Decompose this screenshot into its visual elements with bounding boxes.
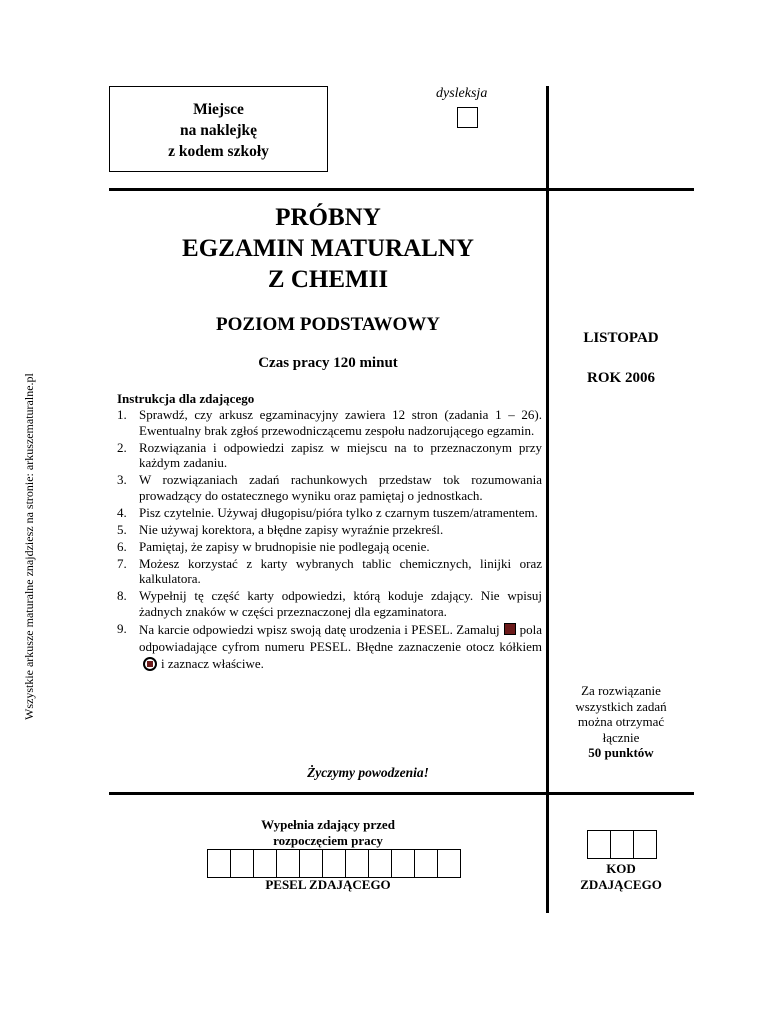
instruction-text: [139, 621, 542, 672]
instruction-text: Rozwiązania i odpowiedzi zapisz w miejscu na to przeznaczonym przy każdym zadaniu.: [139, 439, 542, 470]
instruction-number: 7.: [117, 555, 127, 571]
instruction-number: 4.: [117, 504, 127, 520]
exam-title-line-1: PRÓBNY: [275, 204, 381, 231]
pesel-digit-box[interactable]: [299, 849, 323, 878]
instruction-item: [117, 539, 542, 555]
circled-square-icon: [143, 657, 157, 671]
code-digit-box[interactable]: [610, 830, 634, 859]
pesel-digit-box[interactable]: [368, 849, 392, 878]
top-horizontal-rule: [109, 188, 694, 191]
candidate-code-label: [550, 861, 692, 893]
instruction-text-part-b: pola odpowiadające cyfrom numeru PESEL. Błędne zaznaczenie otocz kółkiem: [139, 621, 542, 654]
exam-duration: Czas pracy 120 minut: [258, 355, 398, 371]
sticker-line-1: Miejsce: [193, 101, 244, 118]
instruction-number: 3.: [117, 472, 127, 487]
instruction-number: 5.: [117, 521, 127, 537]
exam-title-line-2: EGZAMIN MATURALNY: [182, 235, 474, 262]
pesel-digit-box[interactable]: [230, 849, 254, 878]
pesel-digit-box[interactable]: [414, 849, 438, 878]
sticker-line-3: z kodem szkoły: [168, 143, 269, 160]
instruction-text: Sprawdź, czy arkusz egzaminacyjny zawiera 12 stron (zadania 1 – 26). Ewentualny brak zgłoś przewodniczącemu zespołu nadzorującego egzamin.: [139, 407, 542, 438]
dyslexia-checkbox[interactable]: [457, 107, 478, 128]
bottom-horizontal-rule: [109, 792, 694, 795]
points-note-line-3: można otrzymać: [577, 714, 665, 729]
pesel-caption-line-1: Wypełnia zdający przed: [261, 817, 395, 832]
exam-month: LISTOPAD: [583, 330, 659, 346]
pesel-digit-box[interactable]: [391, 849, 415, 878]
instruction-item: [117, 440, 542, 471]
candidate-code-boxes[interactable]: [588, 830, 657, 859]
code-label-line-1: KOD: [606, 861, 636, 876]
instruction-number: 1.: [117, 407, 127, 422]
points-total: 50 punktów: [588, 745, 654, 760]
instruction-number: 9.: [117, 620, 127, 636]
points-note: [550, 683, 692, 761]
instructions-heading: Instrukcja dla zdającego: [117, 391, 255, 406]
code-label-line-2: ZDAJĄCEGO: [580, 877, 662, 892]
instruction-number: 8.: [117, 588, 127, 603]
exam-year: ROK 2006: [587, 370, 655, 386]
instruction-text: Możesz korzystać z karty wybranych tablic chemicznych, linijki oraz kalkulatora.: [139, 555, 542, 586]
pesel-label: PESEL ZDAJĄCEGO: [265, 877, 391, 892]
instruction-item: [117, 407, 542, 438]
instruction-text: Pamiętaj, że zapisy w brudnopisie nie podlegają ocenie.: [139, 538, 430, 554]
instruction-text-part-c: i zaznacz właściwe.: [161, 655, 264, 671]
instruction-text: Nie używaj korektora, a błędne zapisy wyraźnie przekreśl.: [139, 521, 444, 537]
instruction-number: 6.: [117, 538, 127, 554]
pesel-digit-box[interactable]: [345, 849, 369, 878]
points-note-line-1: Za rozwiązanie: [581, 683, 661, 698]
exam-level: POZIOM PODSTAWOWY: [216, 314, 440, 335]
instruction-number: 2.: [117, 439, 127, 455]
pesel-digit-box[interactable]: [437, 849, 461, 878]
instruction-text: W rozwiązaniach zadań rachunkowych przedstaw tok rozumowania prowadzący do ostatecznego wyniku oraz pamiętaj o jednostkach.: [139, 472, 542, 503]
exam-title-line-3: Z CHEMII: [267, 266, 389, 293]
filled-square-icon: [504, 623, 516, 635]
instruction-item: [117, 621, 542, 672]
pesel-caption-line-2: rozpoczęciem pracy: [273, 833, 383, 848]
pesel-digit-box[interactable]: [207, 849, 231, 878]
points-note-line-2: wszystkich zadań: [575, 698, 667, 714]
points-note-line-4: łącznie: [602, 729, 640, 745]
instructions-list: [117, 407, 542, 673]
instruction-item: [117, 556, 542, 587]
pesel-caption: [208, 817, 448, 849]
pesel-digit-box[interactable]: [276, 849, 300, 878]
dyslexia-label: dysleksja: [436, 86, 488, 101]
pesel-digit-box[interactable]: [253, 849, 277, 878]
instruction-item: [117, 505, 542, 521]
vertical-divider: [546, 86, 549, 913]
instruction-text-part-a: Na karcie odpowiedzi wpisz swoją datę urodzenia i PESEL. Zamaluj: [139, 621, 500, 637]
pesel-digit-box[interactable]: [322, 849, 346, 878]
code-digit-box[interactable]: [587, 830, 611, 859]
pesel-input-boxes[interactable]: [208, 849, 461, 878]
side-watermark-text: Wszystkie arkusze maturalne znajdziesz na stronie: arkuszematuralne.pl: [22, 373, 36, 720]
instruction-item: [117, 472, 542, 503]
good-luck-message: Życzymy powodzenia!: [307, 765, 429, 780]
instruction-text: Wypełnij tę część karty odpowiedzi, którą koduje zdający. Nie wpisuj żadnych znaków w części przeznaczonej dla egzaminatora.: [139, 588, 542, 619]
instruction-item: [117, 522, 542, 538]
code-digit-box[interactable]: [633, 830, 657, 859]
instruction-text: Pisz czytelnie. Używaj długopisu/pióra tylko z czarnym tuszem/atramentem.: [139, 504, 538, 520]
sticker-line-2: na naklejkę: [179, 122, 258, 139]
school-sticker-box: [109, 86, 328, 172]
instruction-item: [117, 588, 542, 619]
